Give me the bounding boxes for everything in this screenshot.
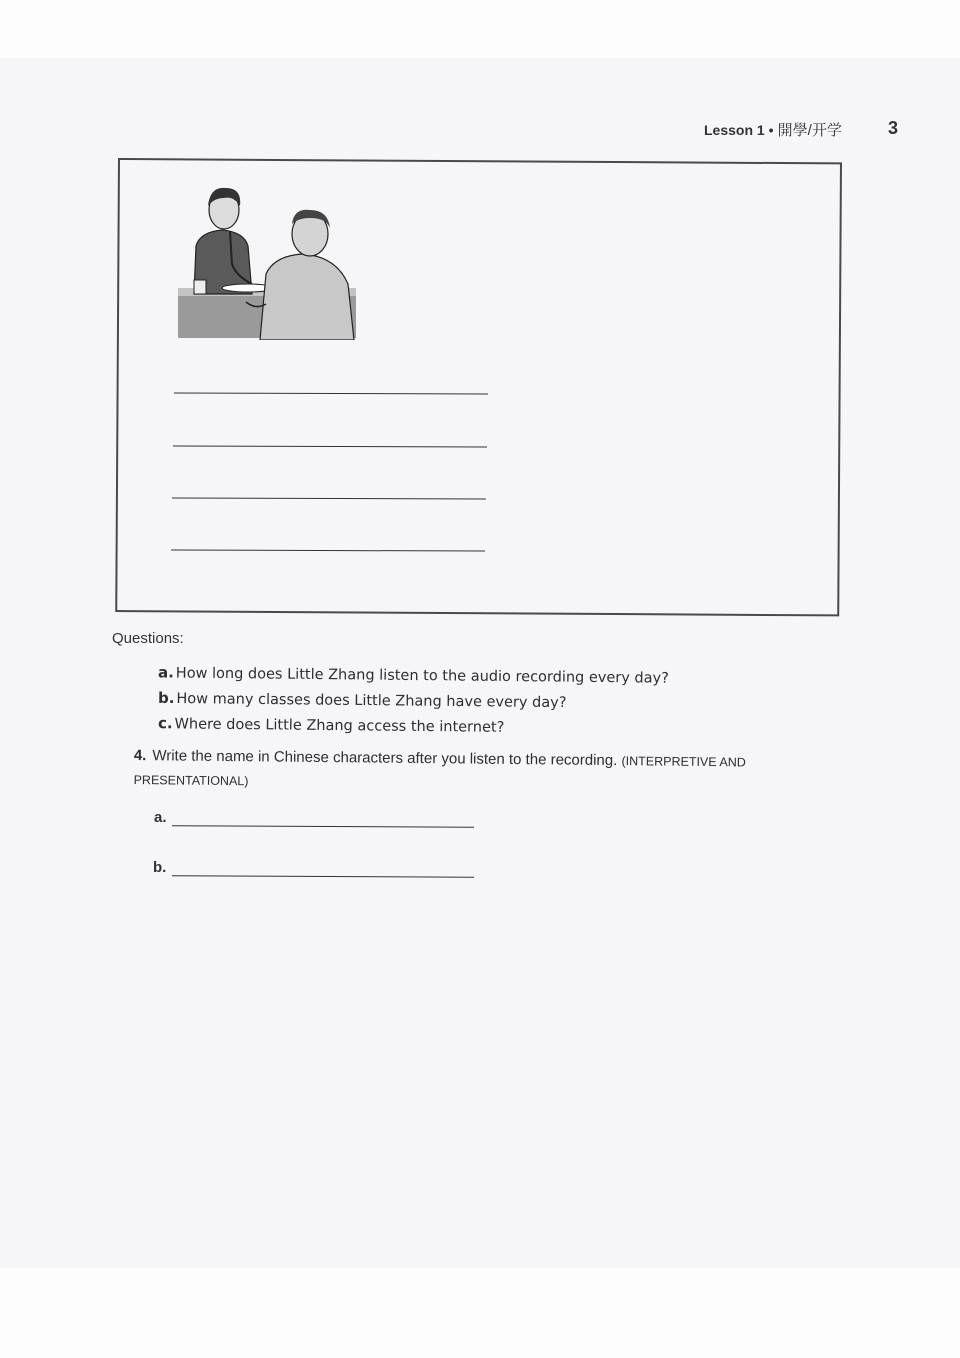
subpart-a-label: a.: [154, 809, 167, 826]
lesson-label: Lesson 1 •: [704, 122, 774, 138]
question-c: [158, 714, 504, 736]
questions-label: Questions:: [112, 630, 184, 647]
lesson-title-cn: 開學/开学: [773, 122, 842, 139]
question-number: 4.: [133, 746, 147, 765]
question-letter: b.: [157, 688, 175, 708]
two-students-eating-icon: [176, 184, 358, 340]
question-text: Where does Little Zhang access the internet?: [174, 716, 505, 736]
question-letter: c.: [157, 714, 173, 733]
question-4-mode: (INTERPRETIVE AND PRESENTATIONAL): [133, 754, 746, 789]
question-letter: a.: [157, 663, 174, 682]
question-text: How long does Little Zhang listen to the audio recording every day?: [175, 665, 669, 687]
subpart-b-label: b.: [153, 859, 167, 876]
running-header: [704, 119, 842, 140]
question-text: How many classes does Little Zhang have every day?: [176, 691, 567, 712]
question-4-text: Write the name in Chinese characters after you listen to the recording.: [152, 747, 618, 770]
page-number: 3: [888, 118, 899, 138]
question-4: [133, 744, 793, 799]
